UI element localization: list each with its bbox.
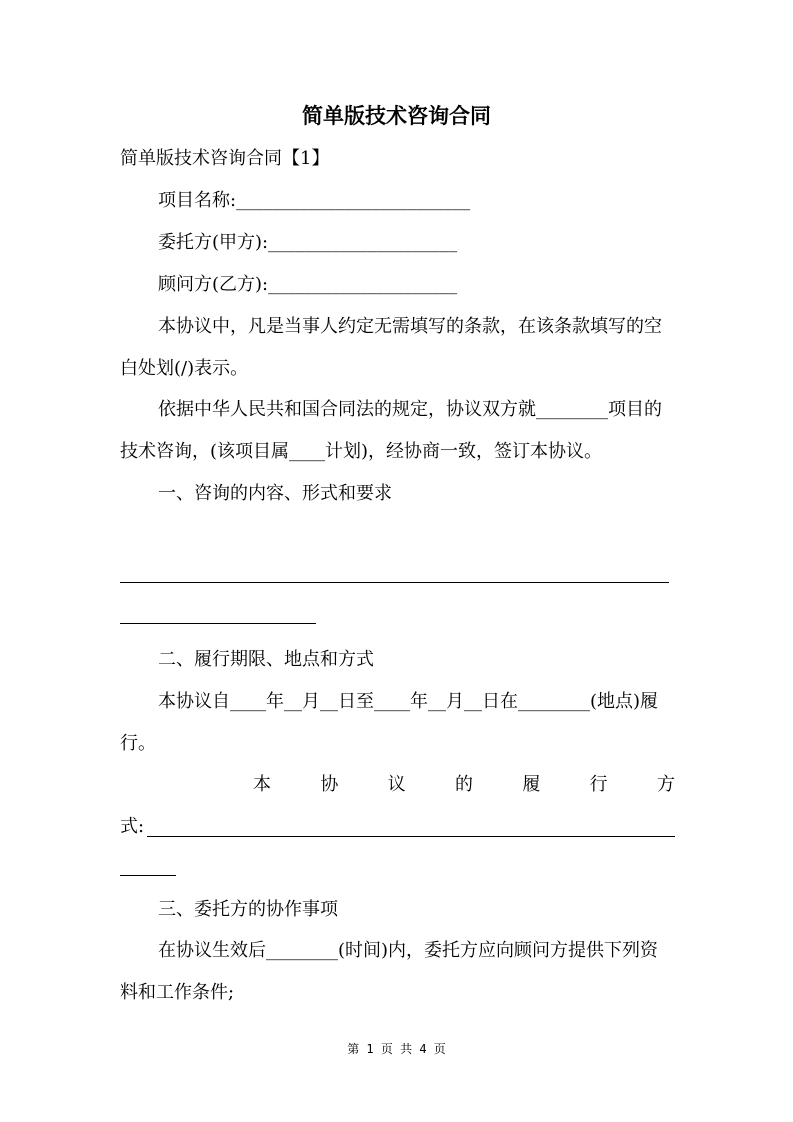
client-party-field: 委托方(甲方):_____________________	[158, 232, 458, 253]
blank-fill-line	[120, 623, 316, 624]
page-footer: 第 1 页 共 4 页	[347, 1042, 446, 1056]
spread-char: 协	[320, 774, 339, 795]
paragraph-line: 本协议自____年__月__日至____年__月__日在________(地点)履	[158, 691, 659, 712]
paragraph-line: 依据中华人民共和国合同法的规定，协议双方就________项目的	[158, 399, 662, 420]
blank-fill-line	[147, 836, 675, 837]
spread-text-line	[120, 771, 675, 799]
spread-char: 方	[656, 774, 675, 795]
spread-char: 议	[387, 774, 406, 795]
paragraph-line: 料和工作条件;	[120, 982, 235, 1003]
spread-char: 的	[454, 774, 473, 795]
document-subtitle: 简单版技术咨询合同【1】	[120, 148, 330, 169]
paragraph-line: 本协议中，凡是当事人约定无需填写的条款，在该条款填写的空	[158, 316, 662, 337]
spread-char: 本	[253, 774, 271, 795]
consultant-party-field: 顾问方(乙方):_____________________	[158, 274, 458, 295]
paragraph-line: 技术咨询，(该项目属____计划)，经协商一致，签订本协议。	[120, 441, 603, 462]
paragraph-line: 行。	[120, 733, 156, 754]
project-name-field: 项目名称:__________________________	[158, 190, 471, 211]
section-heading: 三、委托方的协作事项	[158, 899, 338, 920]
blank-fill-line	[120, 875, 176, 876]
page-title: 简单版技术咨询合同	[302, 103, 491, 128]
paragraph-line: 白处划(/)表示。	[120, 358, 249, 379]
paragraph-line: 在协议生效后________(时间)内，委托方应向顾问方提供下列资	[158, 940, 659, 961]
spread-char: 履	[522, 774, 541, 795]
blank-fill-line	[120, 582, 669, 583]
section-heading: 二、履行期限、地点和方式	[158, 649, 374, 670]
section-heading: 一、咨询的内容、形式和要求	[158, 483, 392, 504]
spread-char: 行	[589, 774, 608, 795]
paragraph-line: 式:	[120, 816, 145, 837]
